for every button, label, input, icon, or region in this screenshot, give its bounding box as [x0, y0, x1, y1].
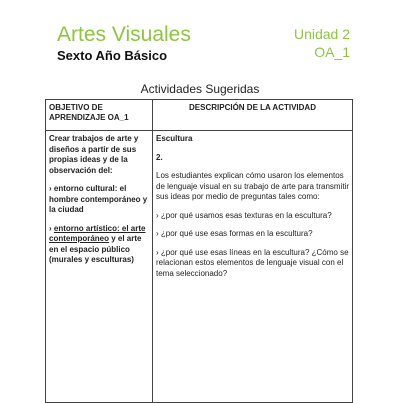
subject-title: Artes Visuales	[57, 23, 191, 46]
activity-cell	[153, 131, 353, 403]
activity-question-3: › ¿por qué use esas líneas en la escultura? ¿Cómo se relacionan estos elementos de lenguaje visual con el tema seleccionado?	[156, 247, 349, 278]
objective-item-2-rest: y el arte en el espacio público (murales y esculturas)	[49, 234, 142, 264]
objective-intro: Crear trabajos de arte y diseños a partir de sus propias ideas y de la observación del:	[49, 134, 139, 175]
header-left	[57, 23, 191, 64]
activities-table	[45, 99, 353, 403]
header-right	[294, 26, 350, 61]
objective-cell	[46, 131, 153, 403]
description-column-header: DESCRIPCIÓN DE LA ACTIVIDAD	[153, 100, 353, 131]
objective-item-1	[49, 184, 149, 216]
unit-label: Unidad 2	[293, 26, 350, 42]
activity-number: 2.	[156, 152, 163, 162]
bullet-icon: ›	[49, 223, 54, 233]
objective-code: OA_1	[314, 44, 350, 60]
objective-item-2	[49, 224, 149, 266]
grade-subtitle: Sexto Año Básico	[57, 48, 168, 63]
section-title: Actividades Sugeridas	[140, 82, 260, 96]
activity-heading: Escultura	[156, 134, 193, 143]
table-row	[46, 131, 353, 403]
activity-question-2: › ¿por qué use esas formas en la escultura?	[156, 229, 313, 238]
objective-item-2-underlined: entorno artístico: el arte contemporáneo	[49, 223, 146, 243]
objective-column-header: OBJETIVO DE APRENDIZAJE OA_1	[46, 100, 153, 131]
activity-paragraph: Los estudiantes explican cómo usaron los elementos de lenguaje visual en su trabajo de arte para transmitir sus ideas por medio de preguntas tales como:	[156, 171, 349, 201]
activity-question-1: › ¿por qué usamos esas texturas en la escultura?	[156, 210, 332, 220]
table-header-row	[46, 100, 353, 131]
objective-item-1-text: entorno cultural: el hombre contemporáneo y la ciudad	[49, 184, 148, 214]
bullet-icon: ›	[49, 184, 54, 193]
